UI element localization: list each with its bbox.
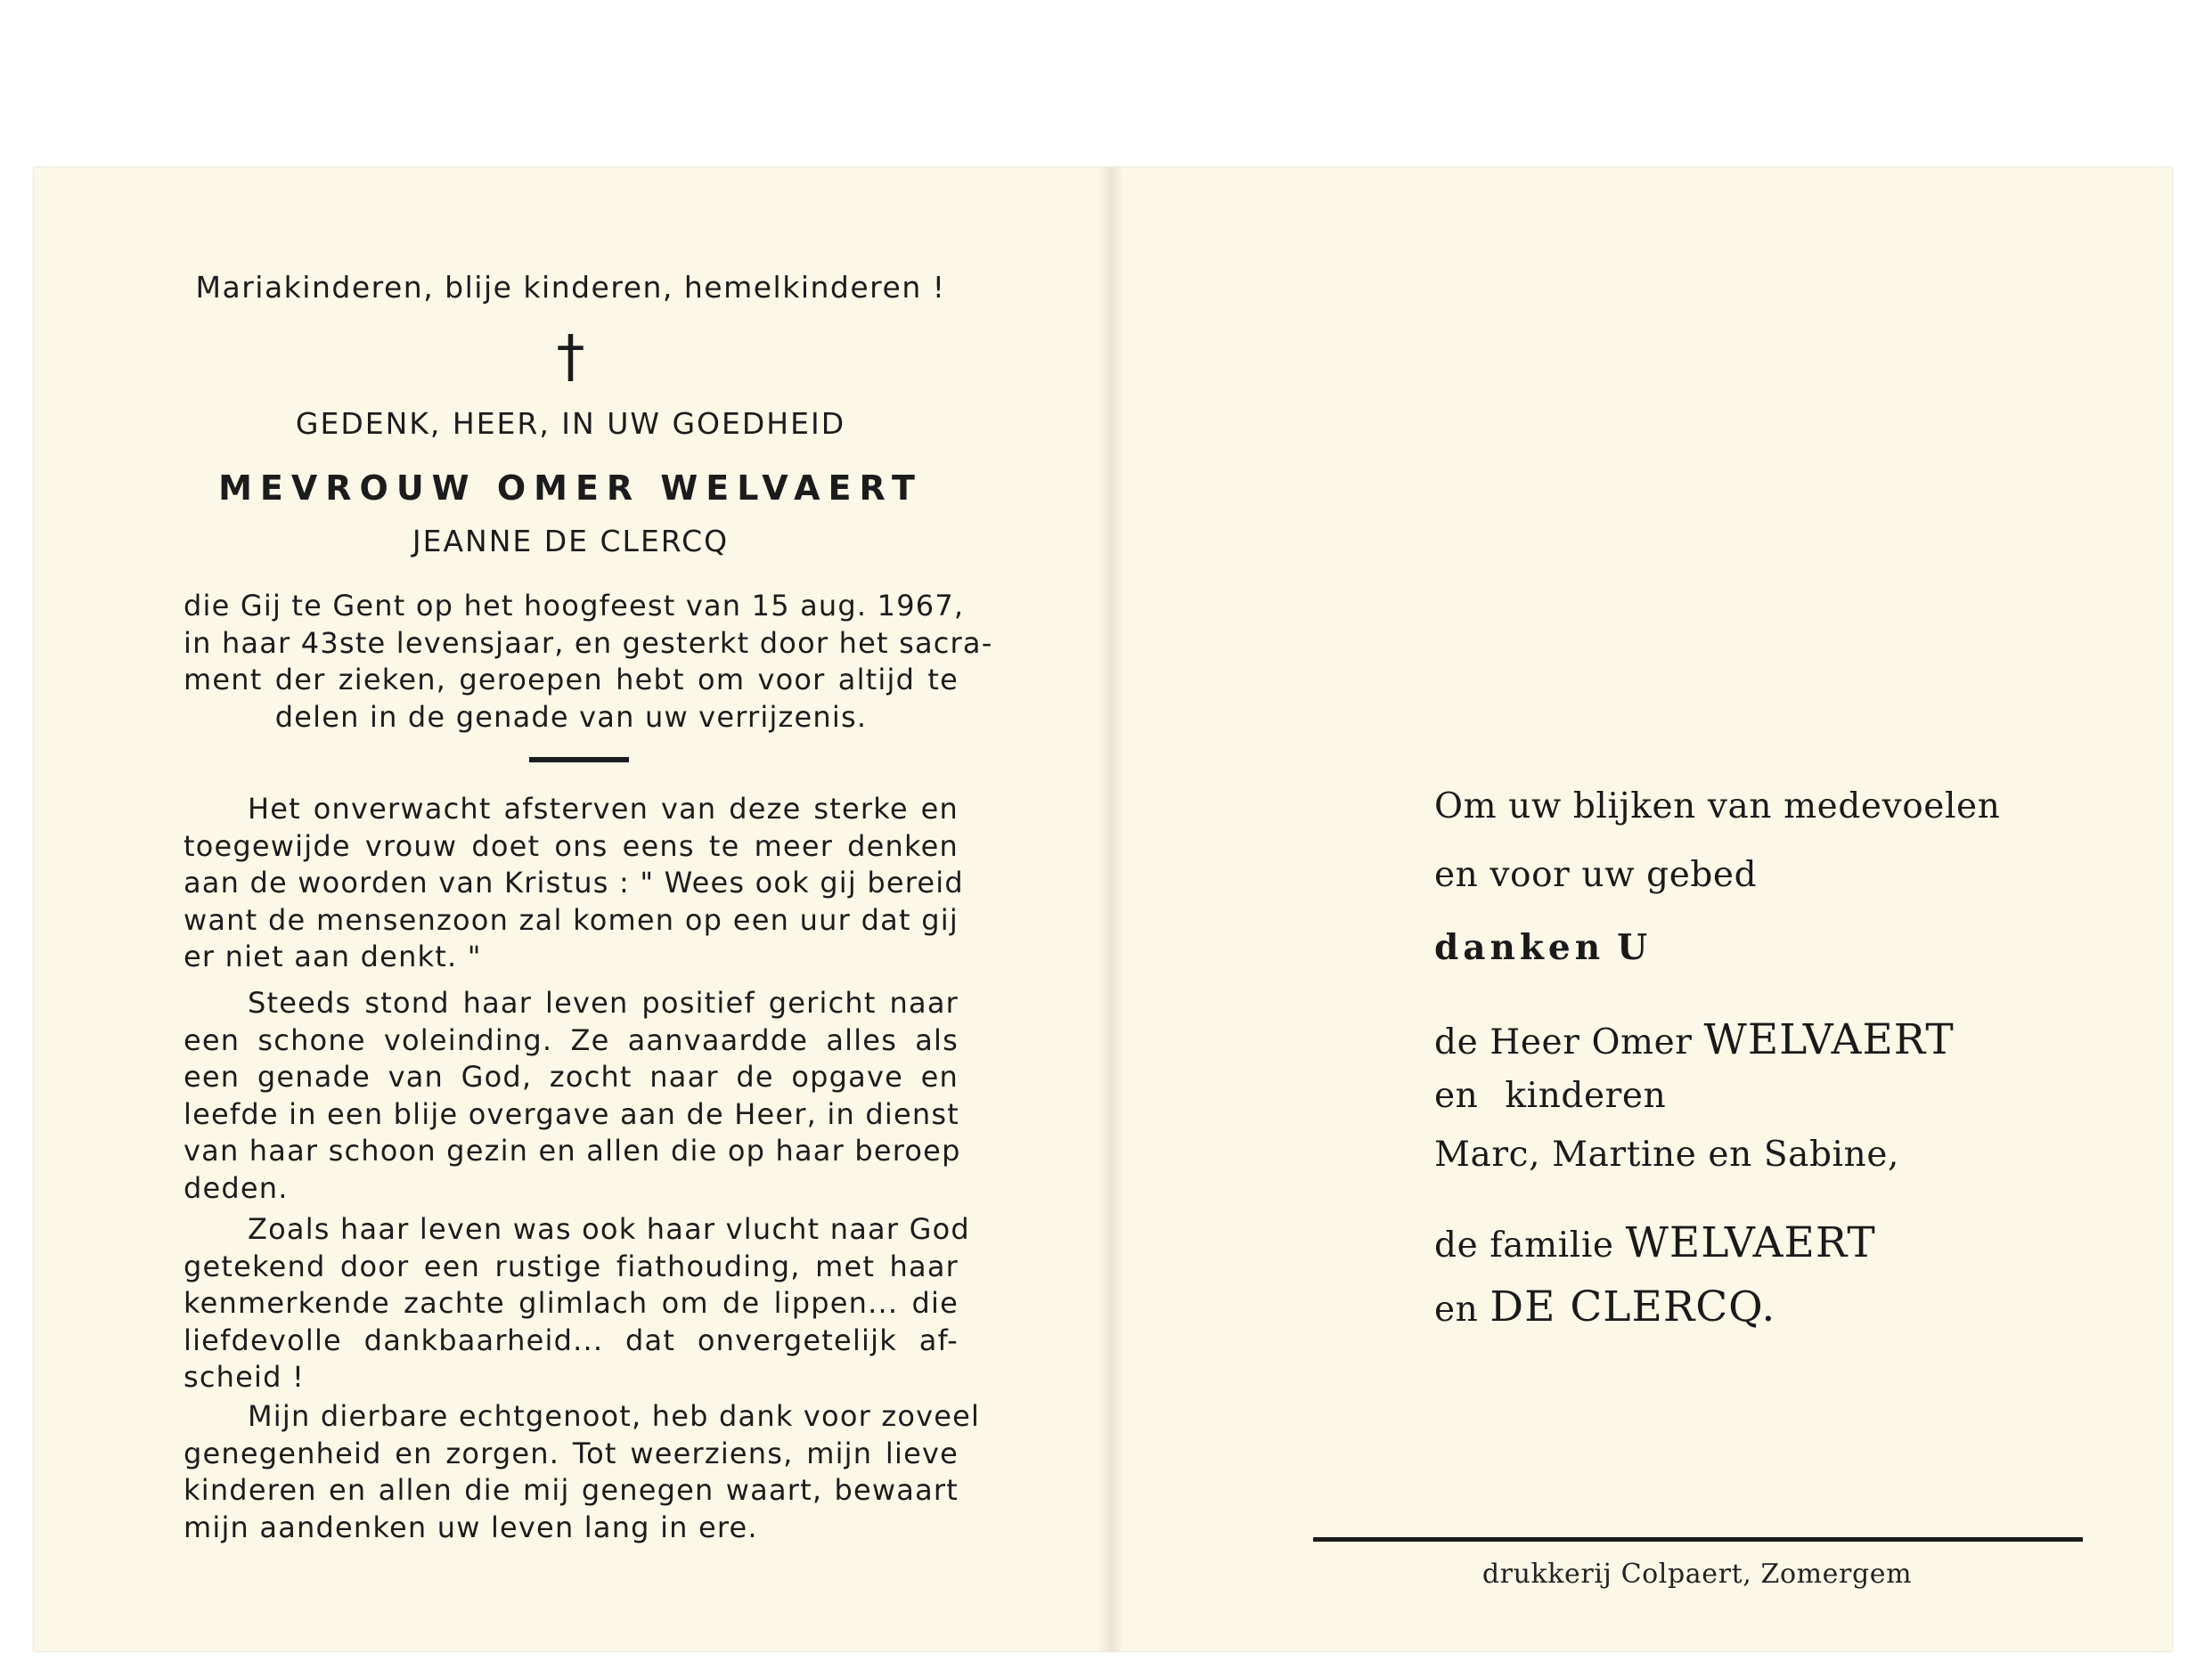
family-word: de familie <box>1434 1225 1614 1266</box>
text-line: delen in de genade van uw verrijzenis. <box>274 699 868 734</box>
thanks-word: danken <box>1434 927 1605 968</box>
paragraph-3 <box>184 1211 970 1396</box>
conjunction: en <box>1434 1076 1479 1116</box>
text-line: een schone voleinding. Ze aanvaardde alles als <box>184 1022 959 1057</box>
thanks-line-1: Om uw blijken van medevoelen <box>1434 786 2001 826</box>
text-line: een genade van God, zocht naar de opgave en <box>184 1060 959 1094</box>
deceased-name: MEVROUW OMER WELVAERT <box>218 468 923 508</box>
children-word: kinderen <box>1505 1076 1667 1116</box>
thanks-line-3 <box>1434 927 1647 968</box>
text-line: ment der zieken, geroepen hebt om voor altijd te <box>184 663 959 696</box>
bottom-rule <box>1313 1537 2083 1542</box>
text-line: scheid ! <box>184 1360 306 1394</box>
husband-title: de Heer Omer <box>1434 1022 1693 1062</box>
text-line: kinderen en allen die mij genegen waart, bewaart <box>184 1473 959 1507</box>
maiden-surname: DE CLERCQ. <box>1490 1282 1776 1331</box>
motto: Mariakinderen, blije kinderen, hemelkinderen ! <box>195 270 946 305</box>
paragraph-4 <box>184 1398 981 1546</box>
text-line: Mijn dierbare echtgenoot, heb dank voor zoveel <box>248 1399 981 1433</box>
prayer-heading: GEDENK, HEER, IN UW GOEDHEID <box>295 406 846 441</box>
text-line: aan de woorden van Kristus : " Wees ook gij bereid <box>184 866 964 900</box>
left-panel <box>34 167 1107 1651</box>
text-line: toegewijde vrouw doet ons eens te meer denken <box>184 828 959 863</box>
children-names: Marc, Martine en Sabine, <box>1434 1135 1900 1175</box>
intro-paragraph <box>184 588 993 736</box>
cross-icon: † <box>556 324 585 390</box>
text-line: want de mensenzoon zal komen op een uur dat gij <box>184 902 959 937</box>
family-line-1 <box>1434 1218 1876 1267</box>
text-line: leefde in een blije overgave aan de Heer, in dienst <box>184 1096 959 1131</box>
surname: WELVAERT <box>1625 1218 1876 1267</box>
printer-credit: drukkerij Colpaert, Zomergem <box>1481 1559 1913 1590</box>
thanks-pronoun: U <box>1617 927 1648 968</box>
right-panel <box>1114 167 2172 1651</box>
family-husband <box>1434 1015 1955 1064</box>
text-line: getekend door een rustige fiathouding, met haar <box>184 1249 959 1283</box>
text-line: die Gij te Gent op het hoogfeest van 15 aug. 1967, <box>184 589 965 623</box>
text-line: in haar 43ste levensjaar, en gesterkt door het sacra- <box>184 625 993 660</box>
thanks-line-2: en voor uw gebed <box>1434 855 1758 895</box>
text-line: Zoals haar leven was ook haar vlucht naar God <box>248 1212 970 1246</box>
separator-dash <box>529 757 629 762</box>
surname: WELVAERT <box>1703 1015 1955 1064</box>
family-line-2 <box>1434 1282 1775 1331</box>
paragraph-1 <box>184 791 964 976</box>
text-line: deden. <box>184 1170 289 1205</box>
maiden-name: JEANNE DE CLERCQ <box>412 524 730 558</box>
text-line: liefdevolle dankbaarheid... dat onvergetelijk af- <box>184 1323 959 1357</box>
paragraph-2 <box>184 985 959 1207</box>
text-line: er niet aan denkt. " <box>184 940 482 973</box>
text-line: van haar schoon gezin en allen die op haar beroep <box>184 1134 961 1168</box>
text-line: genegenheid en zorgen. Tot weerziens, mijn lieve <box>184 1436 959 1470</box>
text-line: Het onverwacht afsterven van deze sterke en <box>248 792 959 826</box>
text-line: Steeds stond haar leven positief gericht naar <box>248 986 959 1020</box>
memorial-card <box>34 167 2172 1651</box>
text-line: mijn aandenken uw leven lang in ere. <box>184 1510 758 1544</box>
conjunction: en <box>1434 1290 1479 1330</box>
text-line: kenmerkende zachte glimlach om de lippen... die <box>184 1286 959 1320</box>
family-children-label <box>1434 1076 1666 1116</box>
